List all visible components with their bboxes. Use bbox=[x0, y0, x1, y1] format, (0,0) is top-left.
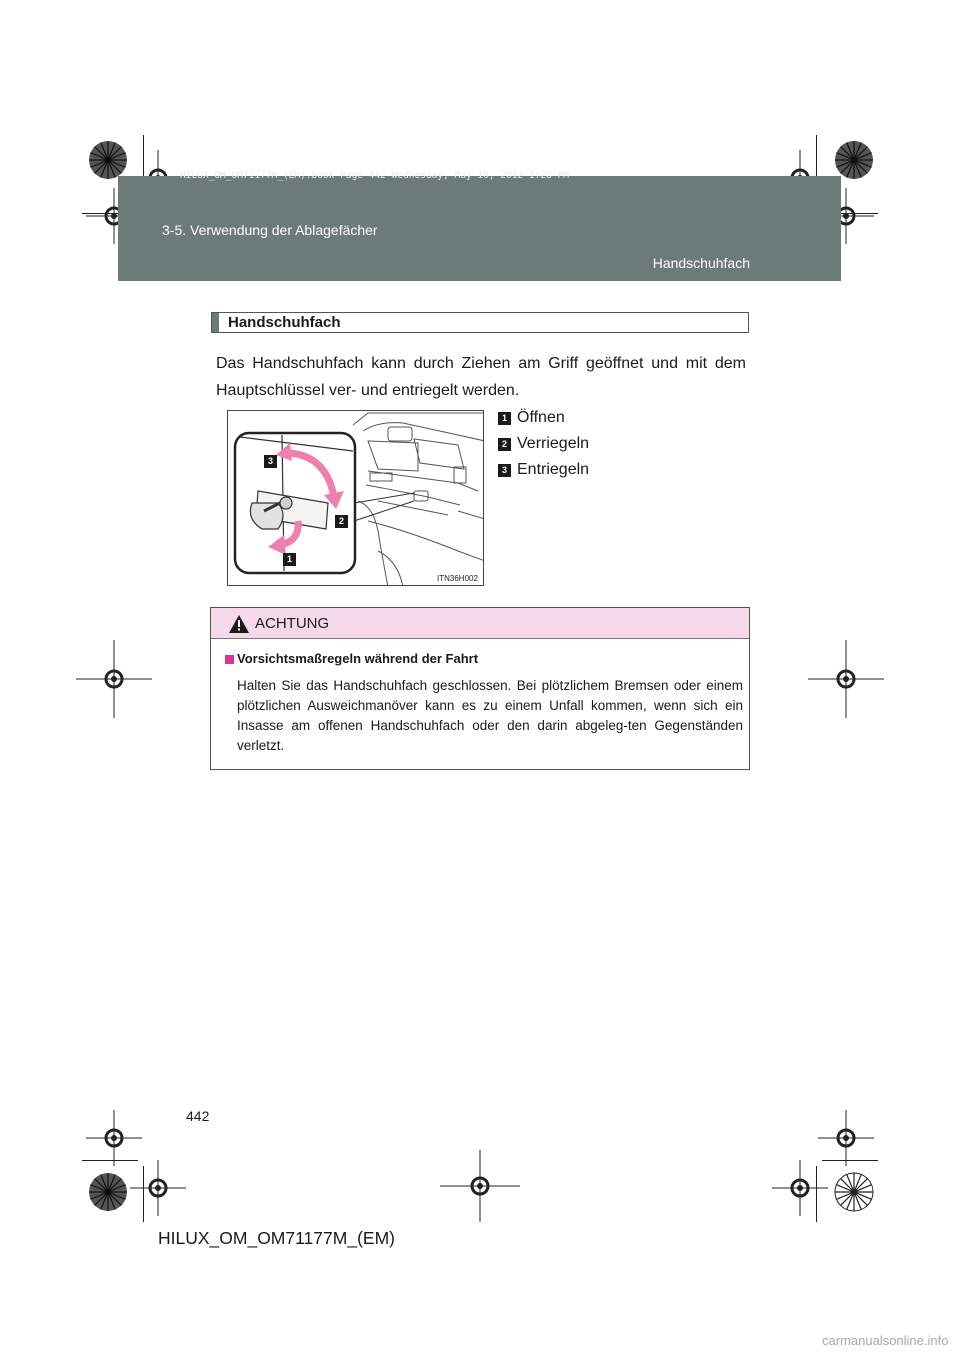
glovebox-illustration bbox=[227, 410, 484, 586]
legend-text: Entriegeln bbox=[517, 461, 590, 478]
header-title: Handschuhfach bbox=[652, 255, 750, 271]
registration-mark-icon bbox=[76, 640, 152, 718]
warning-triangle-icon bbox=[229, 615, 249, 633]
registration-mark-icon bbox=[772, 1160, 828, 1216]
section-label: 3-5. Verwendung der Ablagefächer bbox=[162, 222, 378, 238]
figure-code: ITN36H002 bbox=[437, 574, 478, 583]
legend-number: 2 bbox=[498, 438, 511, 451]
dashboard-drawing bbox=[228, 411, 484, 586]
warning-header bbox=[211, 608, 749, 639]
figure-callout-3: 3 bbox=[264, 455, 277, 468]
heading-tab bbox=[212, 313, 219, 332]
starburst-mark-icon bbox=[834, 140, 874, 180]
registration-mark-icon bbox=[440, 1150, 520, 1222]
legend-number: 3 bbox=[498, 464, 511, 477]
warning-box bbox=[210, 607, 750, 770]
warning-body: Halten Sie das Handschuhfach geschlossen. Bei plötzlichem Bremsen oder einem plötzlichen Ausweichmanöver kann es zu einem Unfall kommen, wenn sich ein Insasse am offenen Handschuhfach oder den darin abgeleg-ten Gegenständen verletzt. bbox=[237, 678, 743, 753]
starburst-mark-icon bbox=[834, 1172, 874, 1212]
figure-callout-1: 1 bbox=[283, 553, 296, 566]
warning-title: ACHTUNG bbox=[255, 615, 330, 632]
registration-mark-icon bbox=[86, 1110, 142, 1166]
legend-number: 1 bbox=[498, 412, 511, 425]
legend-text: Verriegeln bbox=[517, 435, 590, 452]
section-heading bbox=[211, 312, 749, 333]
registration-mark-icon bbox=[130, 1160, 186, 1216]
starburst-mark-icon bbox=[88, 140, 128, 180]
registration-mark-icon bbox=[808, 640, 884, 718]
section-heading-text: Handschuhfach bbox=[228, 314, 341, 331]
intro-paragraph: Das Handschuhfach kann durch Ziehen am Griff geöffnet und mit dem Hauptschlüssel ver- und entriegelt werden. bbox=[216, 355, 746, 399]
figure-callout-2: 2 bbox=[335, 515, 348, 528]
registration-mark-icon bbox=[818, 1110, 874, 1166]
print-info: HILUX_OM_OM71177M_(EM).book Page 442 Wednesday, May 16, 2012 1:28 PM bbox=[180, 170, 569, 181]
page-number: 442 bbox=[186, 1108, 210, 1124]
watermark: carmanualsonline.info bbox=[822, 1333, 949, 1348]
document-code: HILUX_OM_OM71177M_(EM) bbox=[158, 1228, 395, 1248]
legend-text: Öffnen bbox=[517, 409, 565, 426]
bullet-square-icon bbox=[225, 655, 234, 664]
warning-subtitle: Vorsichtsmaßregeln während der Fahrt bbox=[237, 651, 479, 666]
starburst-mark-icon bbox=[88, 1172, 128, 1212]
